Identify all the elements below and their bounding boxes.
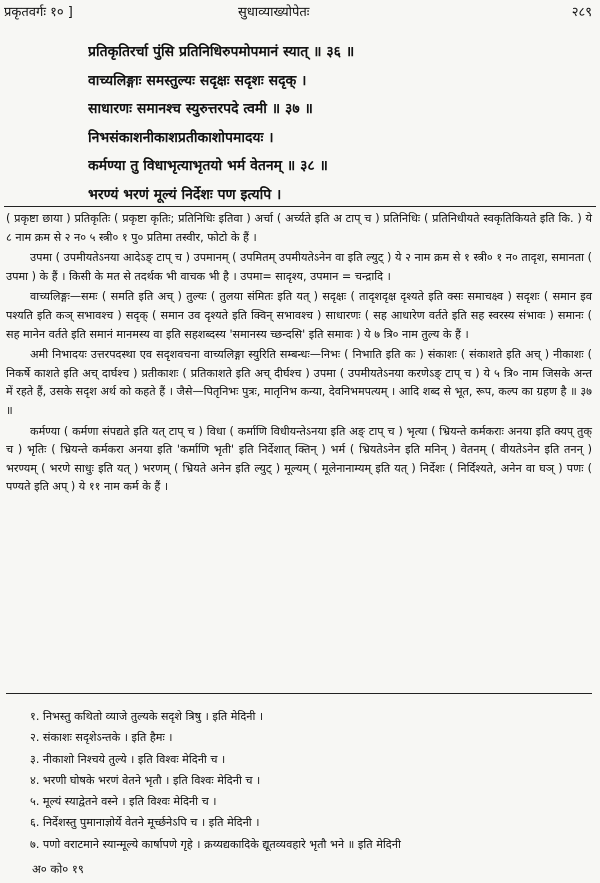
verse-block	[88, 38, 558, 209]
footnote: १. निभस्तु कथितो व्याजे तुल्यके सदृशे त्रिषु । इति मेदिनी ।	[30, 710, 264, 723]
signature-mark: अ० को० १९	[32, 862, 84, 876]
footnote: ६. निर्देशस्तु पुमानाज्ञोर्ये वेतने मूर्च्छनेऽपि च । इति मेदिनी ।	[30, 816, 260, 830]
commentary-paragraph: वाच्यलिङ्गः—समः ( समति इति अच् ) तुल्यः ( तुलया संमितः इति यत् ) सदृक्षः ( तादृशदृक्ष दृश्यते इति क्सः समाचक्ष्व ) सदृशः ( समान इव पश्यति इति कञ् सभावश्च ) सदृक् ( समान उव दृश्यते इति क्विन् सभावश्च ) साधारणः ( सह आधारेण वर्तते इति सह स्वरस्य संभावः ) समानः ( सह मानेन वर्तते इति समानं मानमस्य वा इति सहशब्दस्य 'समानस्य च्छन्दसि' इति समावः ) ये ७ त्रि० नाम तुल्य के हैं ।	[6, 290, 592, 341]
footnote: २. संकाशः सदृशेऽन्तके । इति हैमः ।	[30, 731, 173, 745]
running-title: सुधाव्याख्योपेतः	[238, 5, 310, 20]
footnote-divider	[6, 693, 592, 694]
commentary-paragraph: ( प्रकृष्टा छाया ) प्रतिकृतिः ( प्रकृष्टा कृतिः; प्रतिनिधिः इतिवा ) अर्चा ( अर्च्यते इति अ टाप् च ) प्रतिनिधिः ( प्रतिनिधीयते स्वकृतिकियते इति कि. ) ये ८ नाम क्रम से २ न० ५ स्त्री० १ पु० प्रतिमा तस्वीर, फोटो के हैं ।	[6, 212, 592, 244]
commentary-paragraph: कर्मण्या ( कर्मणा संपद्यते इति यत् टाप् च ) विधा ( कर्माणि विधीयन्तेऽनया इति अङ् टाप् च ) भृत्या ( भ्रियन्ते कर्मकराः अनया इति क्यप् तुक् च ) भृतिः ( भ्रियन्ते कर्मकरा अनया इति 'कर्माणि भृती' इति निर्देशात् क्तिन् ) भर्म ( भ्रियतेऽनेन इति मनिन् ) वेतनम् ( वीयतेऽनेन इति तनन् ) भरण्यम् ( भरणे साधुः इति यत् ) भरणम् ( भ्रियते अनेन इति ल्युट् ) मूल्यम् ( मूलेनानाम्यम् इति यत् ) निर्देशः ( निर्दिश्यते, अनेन वा घञ् ) पणः ( पण्यते इति अप् ) ये ११ नाम कर्म के हैं ।	[6, 424, 592, 494]
footnote: ४. भरणी घोषके भरणं वेतने भृतौ । इति विश्वः मेदिनी च ।	[30, 773, 261, 787]
verse-line: प्रतिकृतिरर्चा पुंसि प्रतिनिधिरुपमोपमानं स्यात् ॥ ३६ ॥	[88, 44, 355, 60]
commentary	[6, 210, 592, 499]
page-number: २८९	[571, 5, 592, 20]
verse-line: साधारणः समानश्च स्युरुत्तरपदे त्वमी ॥ ३७ ॥	[88, 101, 313, 117]
commentary-paragraph: उपमा ( उपमीयतेऽनया आदेऽङ् टाप् च ) उपमानम् ( उपमितम् उपमीयतेऽनेन वा इति ल्युट् ) ये २ नाम क्रम से १ स्त्री० १ न० तादृश, समानता ( उपमा ) के हैं । किसी के मत से तदर्थक भी वाचक भी है । उपमा= सादृश्य, उपमान = चन्द्रादि ।	[6, 251, 592, 283]
verse-line: कर्मण्या तु विधाभृत्याभृतयो भर्म वेतनम् ॥ ३८ ॥	[88, 158, 328, 174]
footnote: ५. मूल्यं स्याद्वेतने वस्ने । इति विश्वः मेदिनी च ।	[30, 795, 217, 809]
footnotes	[30, 706, 592, 855]
page-header	[4, 2, 592, 24]
chapter-label: प्रकृतवर्गः १० ]	[4, 5, 73, 20]
verse-line: निभसंकाशनीकाशप्रतीकाशोपमादयः ।	[88, 129, 274, 146]
footnote: ७. पणो वराटमाने स्यान्मूल्ये कार्षापणे गृहे । क्रय्यद्यकादिके द्यूतव्यवहारे भृतौ भने ॥ इति मेदिनी	[30, 837, 401, 851]
footnote: ३. नीकाशो निश्चये तुल्ये । इति विश्वः मेदिनी च ।	[30, 752, 226, 766]
commentary-paragraph: अमी निभादयः उत्तरपदस्था एव सदृशवचना वाच्यलिङ्गा स्युरिति सम्बन्धः—निभः ( निभाति इति कः ) संकाशः ( संकाशते इति अच् ) नीकाशः ( निकर्षे काशते इति अच् दार्घश्च ) प्रतीकाशः ( प्रतिकाशते इति अच् दीर्घश्च ) उपमा ( उपमीयतेऽनया करणेऽङ् टाप् च ) ये ५ त्रि० नाम जिसके अन्त में रहते हैं, उसके सदृश अर्थ को कहते हैं । जैसे—पितृनिभः पुत्रः, मातृनिभ कन्या, देवनिभमपत्यम् । आदि शब्द से भूत, रूप, कल्प का ग्रहण है ॥ ३७ ॥	[6, 348, 592, 417]
verse-divider	[4, 206, 596, 207]
verse-line: भरण्यं भरणं मूल्यं निर्देशः पण इत्यपि ।	[88, 186, 282, 203]
verse-line: वाच्यलिङ्गाः समस्तुल्यः सदृक्षः सदृशः सदृक् ।	[88, 72, 307, 89]
